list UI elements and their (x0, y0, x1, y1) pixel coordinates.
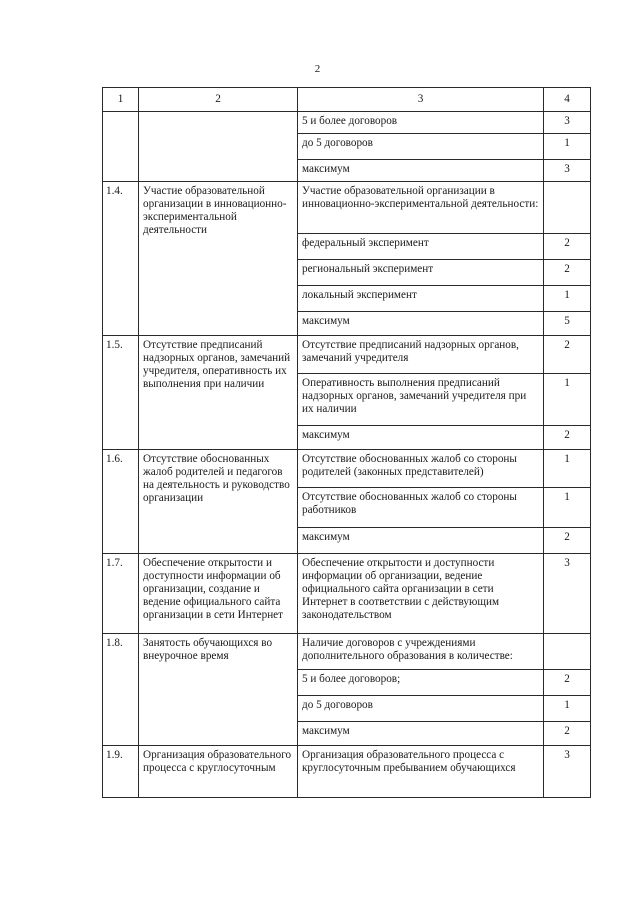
score: 2 (544, 670, 591, 696)
criterion-name: Организация образовательного процесса с круглосуточным (139, 746, 298, 798)
table-header-row (103, 88, 591, 112)
indicator: максимум (298, 528, 544, 554)
score: 2 (544, 260, 591, 286)
score: 1 (544, 696, 591, 722)
indicator: Обеспечение открытости и доступности информации об организации, ведение официального сайта организации в сети Интернет в соответствии с действующим законодательством (298, 554, 544, 634)
score: 1 (544, 134, 591, 160)
table-row (103, 554, 591, 634)
criterion-name: Обеспечение открытости и доступности информации об организации, создание и ведение официального сайта организации в сети Интернет (139, 554, 298, 634)
header-cell-1: 1 (103, 88, 139, 112)
indicator: Участие образовательной организации в инновационно-экспериментальной деятельности: (298, 182, 544, 234)
item-number: 1.9. (103, 746, 139, 798)
indicator: федеральный эксперимент (298, 234, 544, 260)
criterion-name: Участие образовательной организации в инновационно-экспериментальной деятельности (139, 182, 298, 336)
criterion-name: Занятость обучающихся во внеурочное время (139, 634, 298, 746)
indicator: до 5 договоров (298, 134, 544, 160)
item-number: 1.4. (103, 182, 139, 336)
item-number: 1.8. (103, 634, 139, 746)
criterion-name: Отсутствие предписаний надзорных органов, замечаний учредителя, оперативность их выполнения при наличии (139, 336, 298, 450)
item-number: 1.5. (103, 336, 139, 450)
score: 2 (544, 234, 591, 260)
indicator: до 5 договоров (298, 696, 544, 722)
score: 1 (544, 286, 591, 312)
score: 1 (544, 488, 591, 528)
score (544, 634, 591, 670)
table-row (103, 112, 591, 134)
score: 3 (544, 554, 591, 634)
indicator: Отсутствие предписаний надзорных органов, замечаний учредителя (298, 336, 544, 374)
table-row (103, 746, 591, 798)
header-cell-2: 2 (139, 88, 298, 112)
indicator: максимум (298, 722, 544, 746)
score: 2 (544, 528, 591, 554)
indicator: максимум (298, 312, 544, 336)
criterion-name (139, 112, 298, 182)
indicator: Отсутствие обоснованных жалоб со стороны работников (298, 488, 544, 528)
table-row (103, 450, 591, 488)
item-number: 1.6. (103, 450, 139, 554)
indicator: локальный эксперимент (298, 286, 544, 312)
score: 2 (544, 336, 591, 374)
table-row (103, 634, 591, 670)
indicator: Наличие договоров с учреждениями дополнительного образования в количестве: (298, 634, 544, 670)
indicator: Оперативность выполнения предписаний надзорных органов, замечаний учредителя при их наличии (298, 374, 544, 426)
item-number: 1.7. (103, 554, 139, 634)
indicator: Отсутствие обоснованных жалоб со стороны родителей (законных представителей) (298, 450, 544, 488)
page-number: 2 (314, 63, 321, 75)
indicator: максимум (298, 160, 544, 182)
item-number (103, 112, 139, 182)
score: 3 (544, 746, 591, 798)
header-cell-3: 3 (298, 88, 544, 112)
indicator: региональный эксперимент (298, 260, 544, 286)
indicator: 5 и более договоров; (298, 670, 544, 696)
score: 3 (544, 112, 591, 134)
indicator: максимум (298, 426, 544, 450)
criterion-name: Отсутствие обоснованных жалоб родителей и педагогов на деятельность и руководство организации (139, 450, 298, 554)
table-row (103, 336, 591, 374)
indicator: 5 и более договоров (298, 112, 544, 134)
score: 3 (544, 160, 591, 182)
header-cell-4: 4 (544, 88, 591, 112)
table-row (103, 182, 591, 234)
criteria-table (102, 87, 591, 798)
score: 2 (544, 722, 591, 746)
score: 1 (544, 374, 591, 426)
score (544, 182, 591, 234)
indicator: Организация образовательного процесса с круглосуточным пребыванием обучающихся (298, 746, 544, 798)
score: 1 (544, 450, 591, 488)
score: 2 (544, 426, 591, 450)
score: 5 (544, 312, 591, 336)
